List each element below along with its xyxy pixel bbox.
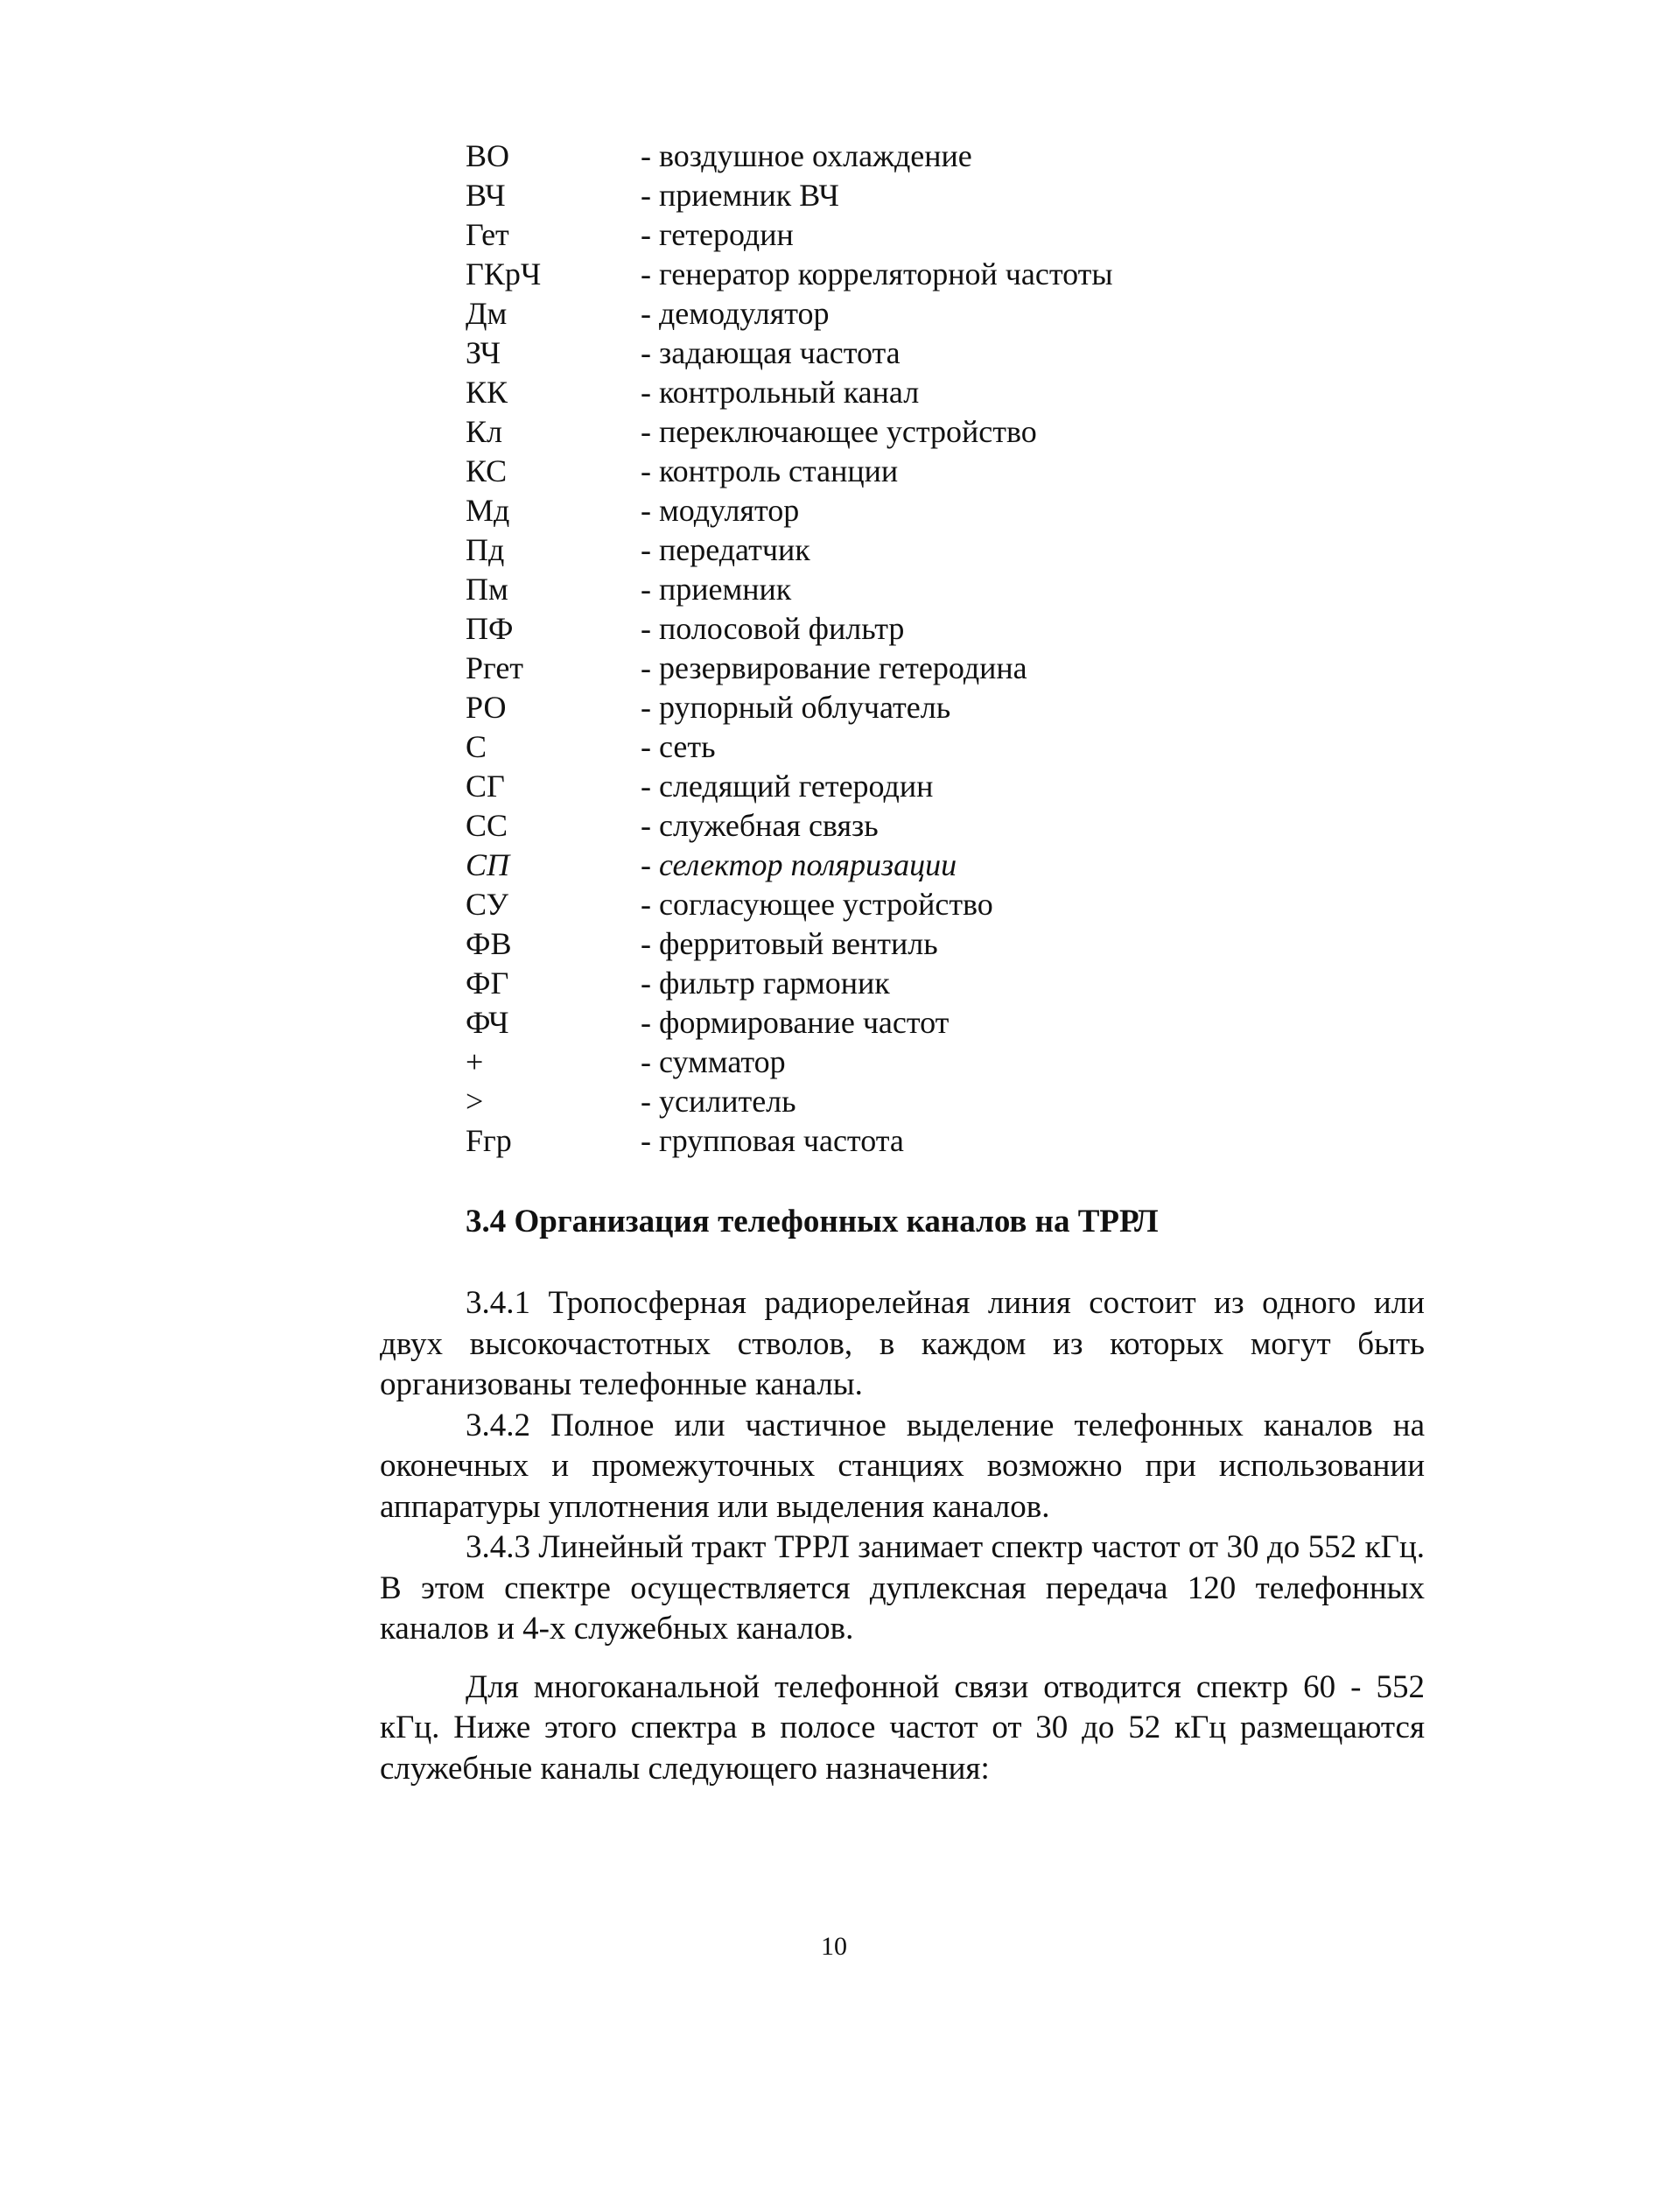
abbreviation-description: - формирование частот: [641, 1005, 950, 1040]
abbreviation-description: - контрольный канал: [641, 375, 920, 410]
section-body: [380, 1283, 1425, 1789]
abbreviation-description: - селектор поляризации: [641, 847, 957, 882]
abbreviation-row: [466, 373, 1253, 412]
abbreviation-description: - фильтр гармоник: [641, 966, 890, 1001]
abbreviation-description: - гетеродин: [641, 217, 794, 252]
abbreviation-description: - резервирование гетеродина: [641, 650, 1027, 685]
abbreviation-row: [466, 491, 1253, 530]
abbreviation-term: +: [466, 1044, 484, 1079]
paragraph: 3.4.3 Линейный тракт ТРРЛ занимает спектр частот от 30 до 552 кГц. В этом спектре осуществляется дуплексная передача 120 телефонных каналов и 4-х служебных каналов.: [380, 1529, 1425, 1647]
abbreviation-row: [466, 1003, 1253, 1043]
abbreviation-row: [466, 846, 1253, 885]
abbreviation-row: [466, 137, 1253, 176]
abbreviation-description: - согласующее устройство: [641, 887, 993, 922]
abbreviation-term: ВЧ: [466, 178, 506, 213]
abbreviation-term: СГ: [466, 769, 505, 804]
abbreviation-description: - рупорный облучатель: [641, 690, 951, 725]
abbreviation-row: [466, 215, 1253, 255]
abbreviation-description: - передатчик: [641, 532, 810, 567]
abbreviation-row: [466, 727, 1253, 767]
abbreviation-term: Пм: [466, 572, 508, 607]
abbreviation-row: [466, 452, 1253, 491]
paragraph: Для многоканальной телефонной связи отводится спектр 60 - 552 кГц. Ниже этого спектра в полосе частот от 30 до 52 кГц размещаются служебные каналы следующего назначения:: [380, 1668, 1425, 1787]
abbreviation-description: - полосовой фильтр: [641, 611, 905, 646]
abbreviation-term: ВО: [466, 138, 510, 173]
abbreviation-row: [466, 806, 1253, 846]
abbreviation-term: >: [466, 1084, 484, 1119]
abbreviation-row: [466, 530, 1253, 570]
abbreviation-description: - сеть: [641, 729, 716, 764]
abbreviation-row: [466, 609, 1253, 649]
abbreviation-row: [466, 176, 1253, 215]
abbreviation-description: - усилитель: [641, 1084, 796, 1119]
abbreviation-row: [466, 649, 1253, 688]
abbreviation-description: - модулятор: [641, 493, 800, 528]
abbreviation-description: - служебная связь: [641, 808, 879, 843]
abbreviation-list: [466, 137, 1253, 1161]
abbreviation-row: [466, 1043, 1253, 1082]
abbreviation-term: ЗЧ: [466, 335, 501, 370]
abbreviation-row: [466, 570, 1253, 609]
abbreviation-term: РО: [466, 690, 507, 725]
abbreviation-row: [466, 412, 1253, 452]
abbreviation-term: КС: [466, 453, 508, 488]
abbreviation-description: - групповая частота: [641, 1123, 904, 1158]
abbreviation-description: - сумматор: [641, 1044, 786, 1079]
abbreviation-term: ФГ: [466, 966, 509, 1001]
abbreviation-row: [466, 334, 1253, 373]
abbreviation-term: Fгр: [466, 1123, 512, 1158]
abbreviation-row: [466, 1082, 1253, 1121]
abbreviation-term: С: [466, 729, 487, 764]
abbreviation-term: Гет: [466, 217, 509, 252]
paragraph: 3.4.1 Тропосферная радиорелейная линия состоит из одного или двух высокочастотных стволов, в каждом из которых могут быть организованы телефонные каналы.: [380, 1285, 1425, 1402]
abbreviation-description: - генератор корреляторной частоты: [641, 256, 1113, 291]
abbreviation-row: [466, 255, 1253, 294]
abbreviation-term: Мд: [466, 493, 510, 528]
abbreviation-term: КК: [466, 375, 508, 410]
abbreviation-term: ПФ: [466, 611, 514, 646]
abbreviation-description: - приемник: [641, 572, 792, 607]
abbreviation-term: СП: [466, 847, 510, 882]
abbreviation-row: [466, 767, 1253, 806]
abbreviation-description: - приемник ВЧ: [641, 178, 839, 213]
page-number: 10: [821, 1932, 847, 1961]
abbreviation-term: Ргет: [466, 650, 524, 685]
abbreviation-description: - переключающее устройство: [641, 414, 1037, 449]
abbreviation-row: [466, 294, 1253, 334]
abbreviation-row: [466, 885, 1253, 924]
abbreviation-row: [466, 1121, 1253, 1161]
abbreviation-term: ГКрЧ: [466, 256, 542, 291]
section-heading: 3.4 Организация телефонных каналов на ТРРЛ: [466, 1204, 1159, 1239]
abbreviation-term: ФЧ: [466, 1005, 509, 1040]
abbreviation-row: [466, 924, 1253, 964]
abbreviation-term: Кл: [466, 414, 502, 449]
abbreviation-description: - ферритовый вентиль: [641, 926, 938, 961]
abbreviation-term: Пд: [466, 532, 505, 567]
abbreviation-term: СС: [466, 808, 508, 843]
abbreviation-term: Дм: [466, 296, 508, 331]
abbreviation-term: ФВ: [466, 926, 512, 961]
abbreviation-description: - задающая частота: [641, 335, 901, 370]
abbreviation-term: СУ: [466, 887, 509, 922]
abbreviation-description: - воздушное охлаждение: [641, 138, 972, 173]
abbreviation-description: - следящий гетеродин: [641, 769, 934, 804]
abbreviation-row: [466, 964, 1253, 1003]
paragraph: 3.4.2 Полное или частичное выделение телефонных каналов на оконечных и промежуточных станциях возможно при использовании аппаратуры уплотнения или выделения каналов.: [380, 1407, 1425, 1525]
abbreviation-description: - демодулятор: [641, 296, 830, 331]
abbreviation-description: - контроль станции: [641, 453, 899, 488]
abbreviation-row: [466, 688, 1253, 727]
